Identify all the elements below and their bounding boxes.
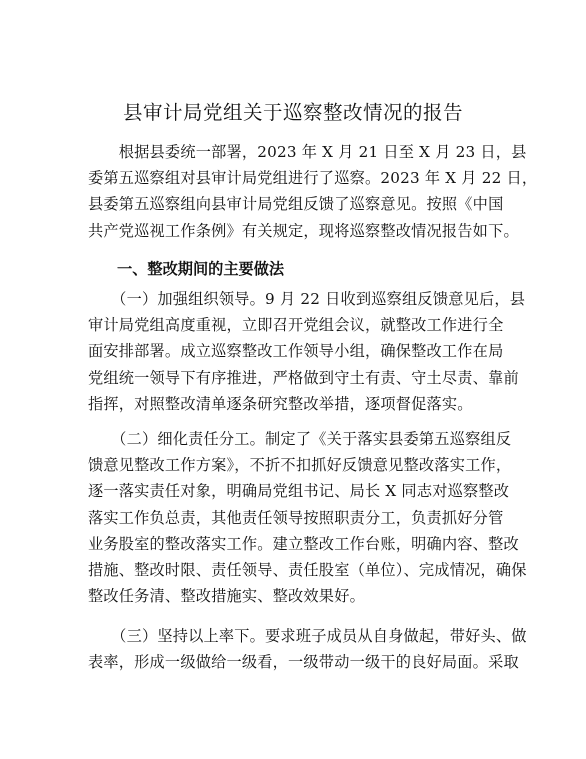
paragraph-line: 根据县委统一部署，2023 年 X 月 21 日至 X 月 23 日，县 [88,143,527,161]
paragraph-line: 委第五巡察组对县审计局党组进行了巡察。2023 年 X 月 22 日， [88,169,538,188]
paragraph-line: 面安排部署。成立巡察整改工作领导小组，确保整改工作在局 [88,342,504,361]
paragraph-line: （三）坚持以上率下。要求班子成员从自身做起，带好头、做 [88,627,527,645]
paragraph-line: 逐一落实责任对象，明确局党组书记、局长 X 同志对巡察整改 [88,482,510,501]
paragraph-line: 馈意见整改工作方案》，不折不扣抓好反馈意见整改落实工作， [88,456,512,475]
document-title: 县审计局党组关于巡察整改情况的报告 [122,101,463,124]
paragraph-line: 共产党巡视工作条例》有关规定，现将巡察整改情况报告如下。 [88,221,519,240]
paragraph-lead-by-example [88,623,527,675]
paragraph-line: 县委第五巡察组向县审计局党组反馈了巡察意见。按照《中国 [88,195,504,214]
paragraph-line: 落实工作负总责，其他责任领导按照职责分工，负责抓好分管 [88,508,504,527]
paragraph-responsibility-division [88,426,527,609]
section-heading: 一、整改期间的主要做法 [117,260,285,278]
paragraph-line: 表率，形成一级做给一级看，一级带动一级干的良好局面。采取 [88,653,519,672]
paragraph-line: 措施、整改时限、责任领导、责任股室（单位）、完成情况，确保 [88,560,527,579]
paragraph-line: 指挥，对照整改清单逐条研究整改举措，逐项督促落实。 [88,394,473,413]
paragraph-line: （一）加强组织领导。9 月 22 日收到巡察组反馈意见后，县 [88,290,526,308]
paragraph-line: 整改任务清、整改措施实、整改效果好。 [88,587,365,606]
paragraph-line: 业务股室的整改落实工作。建立整改工作台账，明确内容、整改 [88,534,519,553]
paragraph-organization-leadership [88,286,526,417]
paragraph-line: 党组统一领导下有序推进，严格做到守土有责、守土尽责、靠前 [88,368,519,387]
paragraph-line: 审计局党组高度重视，立即召开党组会议，就整改工作进行全 [88,316,504,335]
paragraph-line: （二）细化责任分工。制定了《关于落实县委第五巡察组反 [88,430,512,448]
intro-paragraph [88,139,538,244]
